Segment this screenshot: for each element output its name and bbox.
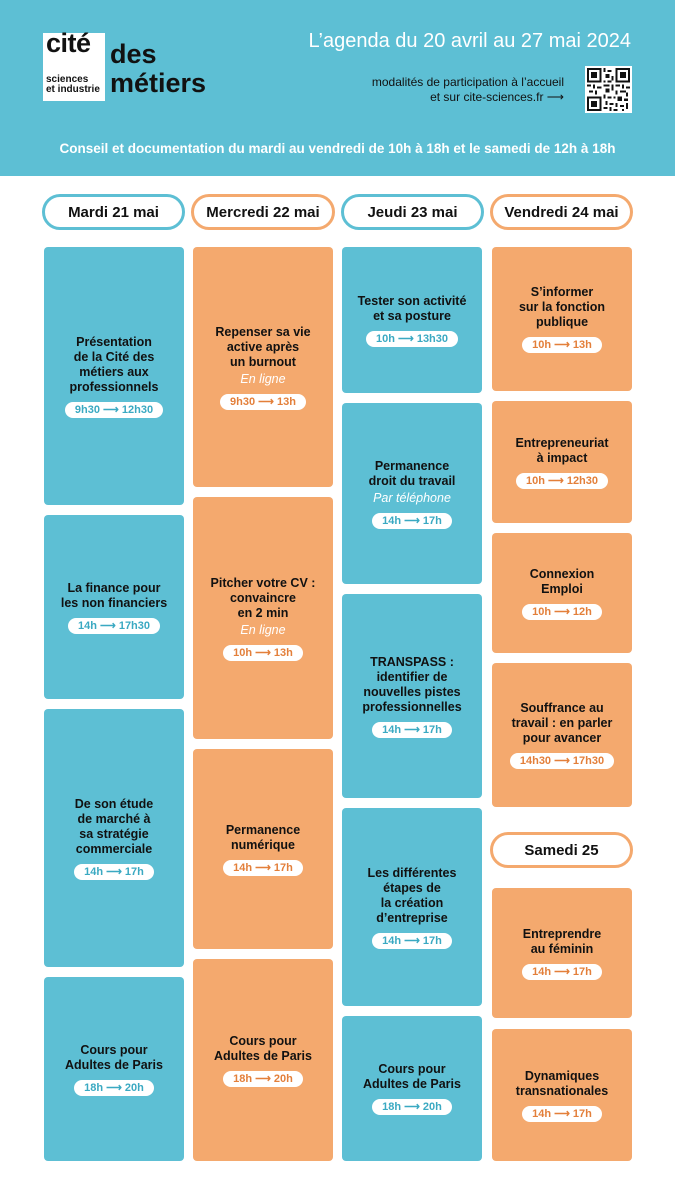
event-time: 14h ⟶ 17h bbox=[74, 864, 154, 880]
event-card[interactable] bbox=[193, 497, 333, 739]
event-time: 14h ⟶ 17h bbox=[372, 933, 452, 949]
event-title: De son étude de marché à sa stratégie commerciale bbox=[74, 796, 154, 856]
logo-des: des bbox=[110, 39, 157, 69]
event-card[interactable] bbox=[193, 749, 333, 949]
day-header-mardi: Mardi 21 mai bbox=[42, 194, 185, 230]
event-title: Présentation de la Cité des métiers aux professionnels bbox=[69, 334, 159, 394]
logo-subtitle bbox=[46, 75, 100, 95]
day-header-mercredi: Mercredi 22 mai bbox=[191, 194, 335, 230]
event-card[interactable] bbox=[342, 594, 482, 798]
event-card[interactable] bbox=[492, 401, 632, 523]
day-header-samedi: Samedi 25 bbox=[490, 832, 633, 868]
event-title: Cours pour Adultes de Paris bbox=[65, 1042, 163, 1072]
event-title: Souffrance au travail : en parler pour avancer bbox=[511, 701, 613, 745]
event-title: Entreprendre au féminin bbox=[522, 926, 602, 956]
event-card[interactable] bbox=[44, 247, 184, 505]
event-title: Les différentes étapes de la création d’entreprise bbox=[367, 865, 457, 925]
event-title: Permanence droit du travail bbox=[368, 458, 456, 488]
participation-link[interactable]: et sur cite-sciences.fr ⟶ bbox=[430, 90, 564, 104]
event-title: Pitcher votre CV : convaincre en 2 min bbox=[210, 575, 316, 620]
participation-line1: modalités de participation à l’accueil bbox=[371, 75, 564, 89]
event-title: Dynamiques transnationales bbox=[515, 1068, 609, 1098]
event-title: S’informer sur la fonction publique bbox=[518, 285, 606, 329]
event-time: 10h ⟶ 13h bbox=[522, 337, 602, 353]
event-card[interactable] bbox=[193, 247, 333, 487]
event-time: 14h ⟶ 17h bbox=[522, 1106, 602, 1122]
event-card[interactable] bbox=[342, 808, 482, 1006]
event-time: 14h ⟶ 17h bbox=[372, 722, 452, 738]
event-time: 10h ⟶ 12h30 bbox=[516, 473, 608, 489]
event-time: 14h ⟶ 17h bbox=[522, 964, 602, 980]
event-card[interactable] bbox=[492, 888, 632, 1018]
day-header-vendredi: Vendredi 24 mai bbox=[490, 194, 633, 230]
event-title: Cours pour Adultes de Paris bbox=[363, 1062, 461, 1091]
event-title: Permanence numérique bbox=[225, 822, 301, 852]
event-note: Par téléphone bbox=[373, 490, 451, 505]
logo-metiers: métiers bbox=[110, 68, 207, 98]
event-note: En ligne bbox=[240, 371, 286, 386]
event-card[interactable] bbox=[342, 1016, 482, 1161]
event-card[interactable] bbox=[492, 663, 632, 807]
event-card[interactable] bbox=[193, 959, 333, 1161]
event-time: 18h ⟶ 20h bbox=[74, 1080, 154, 1096]
page-title: L’agenda du 20 avril au 27 mai 2024 bbox=[308, 30, 631, 52]
event-time: 9h30 ⟶ 13h bbox=[220, 394, 306, 410]
event-time: 14h ⟶ 17h bbox=[223, 860, 303, 876]
event-card[interactable] bbox=[492, 1029, 632, 1161]
event-card[interactable] bbox=[492, 247, 632, 391]
logo-cite: cité bbox=[46, 28, 91, 58]
day-header-jeudi: Jeudi 23 mai bbox=[341, 194, 484, 230]
event-time: 10h ⟶ 13h30 bbox=[366, 331, 458, 347]
event-title: La finance pour les non financiers bbox=[60, 580, 168, 610]
event-title: Repenser sa vie active après un burnout bbox=[215, 324, 311, 369]
event-card[interactable] bbox=[44, 977, 184, 1161]
event-title: Connexion Emploi bbox=[529, 566, 595, 596]
event-time: 14h ⟶ 17h bbox=[372, 513, 452, 529]
event-time: 14h ⟶ 17h30 bbox=[68, 618, 160, 634]
qr-code-icon[interactable] bbox=[585, 66, 632, 113]
participation-info bbox=[372, 75, 564, 105]
event-title: Entrepreneuriat à impact bbox=[515, 435, 609, 465]
event-card[interactable] bbox=[342, 247, 482, 393]
event-title: Cours pour Adultes de Paris bbox=[214, 1033, 312, 1063]
event-card[interactable] bbox=[342, 403, 482, 584]
event-time: 10h ⟶ 13h bbox=[223, 645, 303, 661]
logo-sub-line1: sciences bbox=[46, 74, 89, 85]
event-time: 18h ⟶ 20h bbox=[372, 1099, 452, 1115]
logo-sub-line2: et industrie bbox=[46, 84, 100, 95]
header bbox=[0, 0, 675, 176]
event-time: 18h ⟶ 20h bbox=[223, 1071, 303, 1087]
event-time: 14h30 ⟶ 17h30 bbox=[510, 753, 614, 769]
event-card[interactable] bbox=[44, 515, 184, 699]
event-title: Tester son activité et sa posture bbox=[357, 293, 467, 323]
event-time: 9h30 ⟶ 12h30 bbox=[65, 402, 163, 418]
agenda-grid bbox=[0, 176, 675, 1200]
event-note: En ligne bbox=[240, 622, 286, 637]
event-time: 10h ⟶ 12h bbox=[522, 604, 602, 620]
event-card[interactable] bbox=[492, 533, 632, 653]
opening-hours: Conseil et documentation du mardi au vendredi de 10h à 18h et le samedi de 12h à 18h bbox=[59, 141, 616, 156]
event-title: TRANSPASS : identifier de nouvelles pistes professionnelles bbox=[362, 654, 462, 714]
event-card[interactable] bbox=[44, 709, 184, 967]
